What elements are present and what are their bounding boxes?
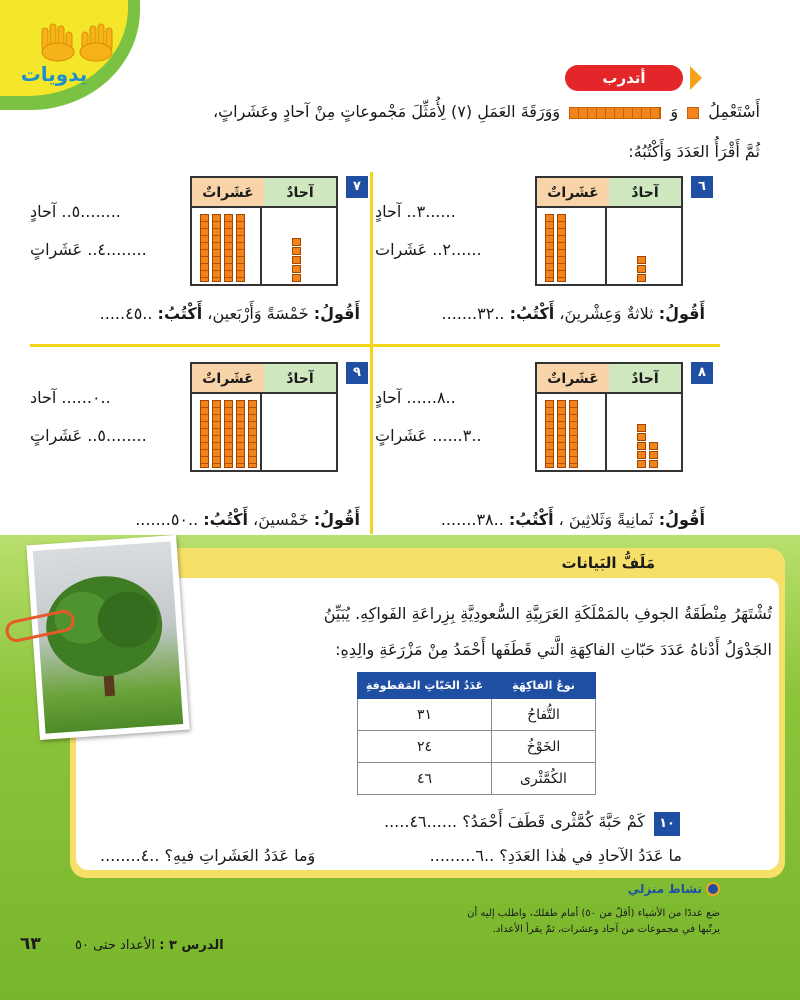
tens-rod bbox=[224, 400, 233, 468]
tens-rod bbox=[569, 400, 578, 468]
exercise-9 bbox=[30, 362, 360, 532]
place-value-table bbox=[190, 362, 338, 472]
say-write-line: أَقُولُ: خَمْسَةً وَأَرْبَعين، أَكْتُبُ: ..٤٥..... bbox=[99, 304, 360, 323]
tens-header: عَشَراتٌ bbox=[537, 178, 609, 208]
ones-cube bbox=[292, 265, 301, 273]
ones-cube-icon bbox=[687, 107, 699, 119]
ones-cube bbox=[637, 424, 646, 432]
table-row bbox=[358, 699, 596, 731]
hands-icon bbox=[38, 22, 118, 62]
fruit-name: الخَوْخُ bbox=[492, 731, 596, 763]
ones-count: ......٣.. آحادٍ bbox=[375, 202, 456, 221]
fruit-type-header: نوعُ الفاكِهَةِ bbox=[492, 673, 596, 699]
tens-rod bbox=[236, 214, 245, 282]
table-row bbox=[358, 731, 596, 763]
tens-rod-icon bbox=[569, 107, 661, 119]
exercise-7 bbox=[30, 176, 360, 346]
ones-cube bbox=[649, 451, 658, 459]
ones-cube bbox=[292, 274, 301, 282]
tens-rod bbox=[224, 214, 233, 282]
ones-header: آحادٌ bbox=[262, 178, 336, 208]
instruction-line-2: ثُمَّ أَقْرَأُ العَدَدَ وَأَكْتُبُهُ: bbox=[628, 142, 760, 161]
exercise-number: ٨ bbox=[691, 362, 713, 384]
question-2: ما عَدَدُ الآحادِ في هٰذا العَدَدِ؟ ..٦......... bbox=[429, 846, 682, 865]
badge-label: يدويات bbox=[20, 62, 88, 86]
exercise-6 bbox=[375, 176, 705, 346]
instruction-line-1: أَسْتَعْمِلُ وَ وَوَرَقَةَ العَمَلِ (٧) لِأُمَثِّلَ مَجْموعاتٍ مِنْ آحادٍ وعَشَراتٍ، bbox=[212, 102, 760, 121]
tree-photo bbox=[26, 535, 189, 740]
question-1: كَمْ حَبَّةَ كُمَّثْرى قَطَفَ أَحْمَدُ؟ ......٤٦..... bbox=[384, 812, 645, 831]
say-write-line: أَقُولُ: خَمْسينَ، أَكْتُبُ: ..٥٠....... bbox=[135, 510, 360, 529]
ones-cube bbox=[637, 451, 646, 459]
ones-cube bbox=[292, 247, 301, 255]
fruit-name: التُّفاحُ bbox=[492, 699, 596, 731]
tens-rod bbox=[545, 214, 554, 282]
manipulatives-badge bbox=[0, 0, 140, 110]
home-activity bbox=[380, 882, 720, 954]
home-activity-text: ضع عددًا من الأشياء (أقلّ من ٥٠) أمام طفلك، واطلب إليه أن يرتّبها في مجموعات من آحاد وعشرات، ثمّ يقرأ الأعداد. bbox=[467, 908, 720, 935]
ones-header: آحادٌ bbox=[607, 178, 681, 208]
tens-rod bbox=[557, 214, 566, 282]
tens-rod bbox=[200, 214, 209, 282]
tens-rod bbox=[212, 214, 221, 282]
exercise-number: ٦ bbox=[691, 176, 713, 198]
grid-divider-vertical bbox=[370, 172, 373, 534]
tens-rod bbox=[545, 400, 554, 468]
fruit-count: ٣١ bbox=[358, 699, 492, 731]
ones-cube bbox=[637, 265, 646, 273]
tens-rod bbox=[248, 400, 257, 468]
ones-cube bbox=[292, 238, 301, 246]
page-number: ٦٣ bbox=[20, 934, 41, 954]
question-number: ١٠ bbox=[654, 812, 680, 836]
tens-header: عَشَراتٌ bbox=[192, 178, 264, 208]
fruit-count: ٤٦ bbox=[358, 763, 492, 795]
tens-count: ..٣...... عَشَراتٍ bbox=[375, 426, 482, 445]
exercise-8 bbox=[375, 362, 705, 532]
tens-rod bbox=[236, 400, 245, 468]
tens-rod bbox=[200, 400, 209, 468]
ones-cube bbox=[637, 442, 646, 450]
ones-cube bbox=[637, 274, 646, 282]
say-write-line: أَقُولُ: ثَمانِيةً وَثَلاثِينَ ، أَكْتُبُ: ..٣٨....... bbox=[440, 510, 705, 529]
tens-count: ......٢.. عَشَرات bbox=[375, 240, 482, 259]
tens-count: ........٥.. عَشَراتٍ bbox=[30, 426, 147, 445]
ones-cube bbox=[637, 460, 646, 468]
ones-cube bbox=[637, 256, 646, 264]
home-activity-title: نشاط منزلي bbox=[627, 882, 702, 896]
tens-rod bbox=[557, 400, 566, 468]
practice-heading: أتدرب bbox=[565, 65, 683, 91]
table-row bbox=[358, 763, 596, 795]
heading-arrow-icon bbox=[690, 66, 702, 90]
fruit-table bbox=[357, 672, 596, 795]
say-write-line: أَقُولُ: ثلاثةٌ وَعِشْرينَ، أَكْتُبُ: ..٣٢....... bbox=[441, 304, 705, 323]
ones-header: آحادٌ bbox=[607, 364, 681, 394]
lesson-footer: الدرس ٣ : الأعداد حتى ٥٠ bbox=[75, 938, 224, 953]
tree-icon bbox=[33, 541, 183, 733]
ones-count: ..٠...... آحاد bbox=[30, 388, 111, 407]
ones-cube bbox=[649, 460, 658, 468]
fruit-count: ٢٤ bbox=[358, 731, 492, 763]
place-value-table bbox=[190, 176, 338, 286]
data-paragraph-1: تُشْتَهَرُ مِنْطَقَةُ الجوفِ بالمَمْلَكَةِ العَرَبِيَّةِ السُّعودِيَّةِ بِزِراعَةِ الفَواكِهِ. يُبَيِّنُ bbox=[323, 604, 772, 623]
ones-cube bbox=[649, 442, 658, 450]
home-activity-icon bbox=[706, 882, 720, 896]
exercise-number: ٧ bbox=[346, 176, 368, 198]
tens-header: عَشَراتٌ bbox=[192, 364, 264, 394]
exercise-number: ٩ bbox=[346, 362, 368, 384]
tens-header: عَشَراتٌ bbox=[537, 364, 609, 394]
data-paragraph-2: الجَدْوَلُ أَدْناهُ عَدَدَ حَبّاتِ الفاكِهَةِ الَّتي قَطَفَها أَحْمَدُ مِنْ مَزْرَعَةِ والِدِهِ: bbox=[335, 640, 772, 659]
ones-cube bbox=[637, 433, 646, 441]
ones-header: آحادٌ bbox=[262, 364, 336, 394]
fruit-name: الكُمَّثْرى bbox=[492, 763, 596, 795]
data-file-title: مَلَفُّ البَيانات bbox=[561, 554, 655, 572]
tens-count: ........٤.. عَشَراتٍ bbox=[30, 240, 147, 259]
place-value-table bbox=[535, 362, 683, 472]
fruit-count-header: عَدَدُ الحَبّاتِ المَقطوفةِ bbox=[358, 673, 492, 699]
place-value-table bbox=[535, 176, 683, 286]
ones-cube bbox=[292, 256, 301, 264]
ones-count: ..٨...... آحادٍ bbox=[375, 388, 456, 407]
question-3: وَما عَدَدُ العَشَراتِ فيهِ؟ ..٤........ bbox=[100, 846, 316, 865]
tens-rod bbox=[212, 400, 221, 468]
ones-count: ........٥.. آحادٍ bbox=[30, 202, 121, 221]
